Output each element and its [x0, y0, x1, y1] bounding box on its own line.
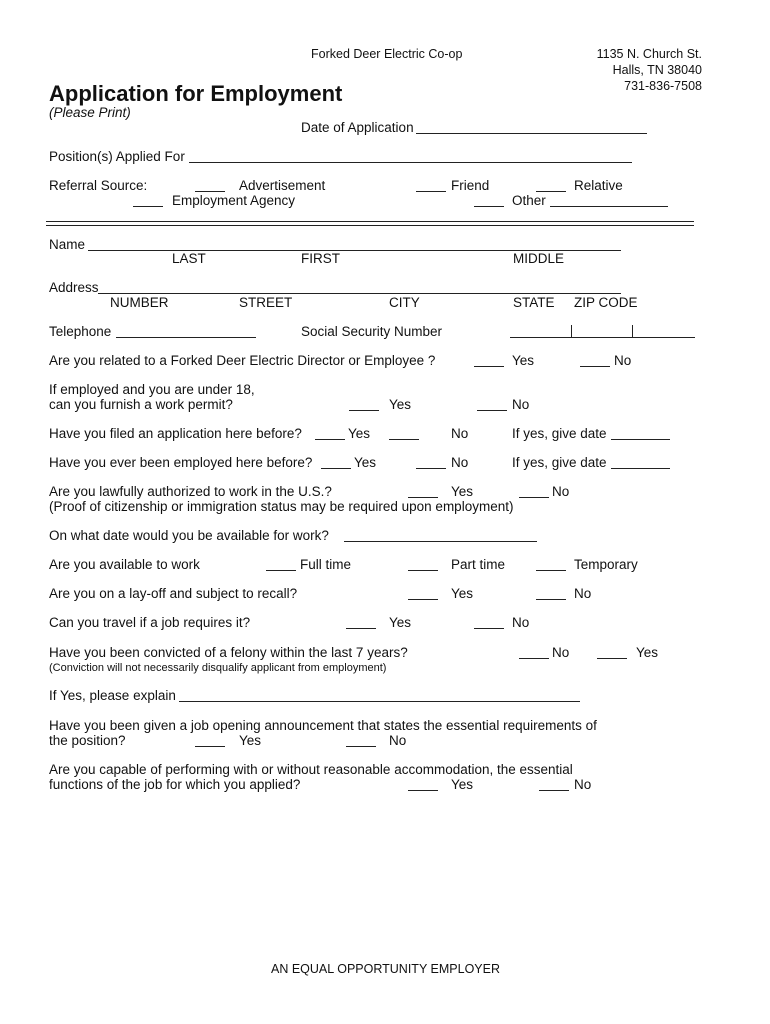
explain-label: If Yes, please explain [49, 688, 176, 703]
layoff-no-label: No [574, 586, 592, 601]
filed-no-blank[interactable] [389, 439, 419, 440]
agency-label: Employment Agency [172, 193, 296, 208]
felony-note: (Conviction will not necessarily disqualify applicant from employment) [49, 662, 387, 674]
ssn-separator-1 [571, 325, 572, 338]
name-label: Name [49, 237, 86, 252]
employed-no-label: No [451, 455, 469, 470]
telephone-label: Telephone [49, 324, 112, 339]
employed-yes-label: Yes [354, 455, 377, 470]
permit-yes-blank[interactable] [349, 410, 379, 411]
address-street-caption: STREET [239, 295, 293, 310]
travel-question: Can you travel if a job requires it? [49, 615, 251, 630]
ssn-field[interactable] [510, 337, 695, 338]
name-first-caption: FIRST [301, 251, 340, 266]
address-state-caption: STATE [513, 295, 555, 310]
referral-label: Referral Source: [49, 178, 148, 193]
capable-no-label: No [574, 777, 592, 792]
related-no-blank[interactable] [580, 366, 610, 367]
capable-yes-label: Yes [451, 777, 474, 792]
permit-no-blank[interactable] [477, 410, 507, 411]
address-label: Address [49, 280, 99, 295]
date-field[interactable] [416, 133, 647, 134]
employed-no-blank[interactable] [416, 468, 446, 469]
capable-no-blank[interactable] [539, 790, 569, 791]
position-field[interactable] [189, 162, 632, 163]
other-label: Other [512, 193, 546, 208]
felony-no-label: No [552, 645, 570, 660]
filed-date-field[interactable] [611, 439, 670, 440]
travel-yes-blank[interactable] [346, 628, 376, 629]
address-field[interactable] [98, 293, 621, 294]
announcement-question-line2: the position? [49, 733, 126, 748]
advertisement-blank[interactable] [195, 191, 225, 192]
related-yes-label: Yes [512, 353, 535, 368]
filed-yes-label: Yes [348, 426, 371, 441]
company-city: Halls, TN 38040 [612, 63, 702, 77]
under18-question-line2: can you furnish a work permit? [49, 397, 233, 412]
capable-question-line1: Are you capable of performing with or without reasonable accommodation, the essential [49, 762, 573, 777]
other-field[interactable] [550, 206, 668, 207]
divider-bottom [46, 225, 694, 226]
divider-top [46, 221, 694, 222]
permit-no-label: No [512, 397, 530, 412]
temporary-blank[interactable] [536, 570, 566, 571]
company-phone: 731-836-7508 [624, 79, 702, 93]
company-name: Forked Deer Electric Co-op [311, 47, 463, 61]
employed-yes-blank[interactable] [321, 468, 351, 469]
available-date-question: On what date would you be available for work? [49, 528, 329, 543]
agency-blank[interactable] [133, 206, 163, 207]
authorized-no-blank[interactable] [519, 497, 549, 498]
authorized-yes-label: Yes [451, 484, 474, 499]
layoff-no-blank[interactable] [536, 599, 566, 600]
felony-question: Have you been convicted of a felony within the last 7 years? [49, 645, 408, 660]
other-blank[interactable] [474, 206, 504, 207]
please-print-note: (Please Print) [49, 105, 131, 120]
related-no-label: No [614, 353, 632, 368]
layoff-yes-blank[interactable] [408, 599, 438, 600]
travel-no-label: No [512, 615, 530, 630]
relative-blank[interactable] [536, 191, 566, 192]
footer-eoe: AN EQUAL OPPORTUNITY EMPLOYER [271, 962, 500, 976]
employed-date-field[interactable] [611, 468, 670, 469]
announcement-no-blank[interactable] [346, 746, 376, 747]
permit-yes-label: Yes [389, 397, 412, 412]
announcement-yes-label: Yes [239, 733, 262, 748]
page-title: Application for Employment [49, 81, 343, 106]
address-number-caption: NUMBER [110, 295, 169, 310]
filed-yes-blank[interactable] [315, 439, 345, 440]
position-label: Position(s) Applied For [49, 149, 185, 164]
filed-date-label: If yes, give date [512, 426, 607, 441]
capable-yes-blank[interactable] [408, 790, 438, 791]
related-yes-blank[interactable] [474, 366, 504, 367]
name-middle-caption: MIDDLE [513, 251, 565, 266]
ssn-label: Social Security Number [301, 324, 443, 339]
temporary-label: Temporary [574, 557, 638, 572]
part-time-label: Part time [451, 557, 506, 572]
friend-label: Friend [451, 178, 490, 193]
layoff-question: Are you on a lay-off and subject to recall? [49, 586, 298, 601]
felony-yes-label: Yes [636, 645, 659, 660]
employed-before-question: Have you ever been employed here before? [49, 455, 313, 470]
authorized-yes-blank[interactable] [408, 497, 438, 498]
ssn-separator-2 [632, 325, 633, 338]
travel-no-blank[interactable] [474, 628, 504, 629]
advertisement-label: Advertisement [239, 178, 326, 193]
felony-yes-blank[interactable] [597, 658, 627, 659]
part-time-blank[interactable] [408, 570, 438, 571]
authorized-no-label: No [552, 484, 570, 499]
relative-label: Relative [574, 178, 623, 193]
under18-question-line1: If employed and you are under 18, [49, 382, 255, 397]
related-question: Are you related to a Forked Deer Electric Director or Employee ? [49, 353, 436, 368]
name-last-caption: LAST [172, 251, 206, 266]
full-time-label: Full time [300, 557, 352, 572]
address-zip-caption: ZIP CODE [574, 295, 638, 310]
felony-no-blank[interactable] [519, 658, 549, 659]
announcement-yes-blank[interactable] [195, 746, 225, 747]
friend-blank[interactable] [416, 191, 446, 192]
telephone-field[interactable] [116, 337, 256, 338]
availability-question: Are you available to work [49, 557, 200, 572]
address-city-caption: CITY [389, 295, 420, 310]
date-label: Date of Application [301, 120, 414, 135]
capable-question-line2: functions of the job for which you applied? [49, 777, 301, 792]
authorized-note: (Proof of citizenship or immigration status may be required upon employment) [49, 499, 514, 514]
announcement-no-label: No [389, 733, 407, 748]
layoff-yes-label: Yes [451, 586, 474, 601]
available-date-field[interactable] [344, 541, 537, 542]
full-time-blank[interactable] [266, 570, 296, 571]
filed-no-label: No [451, 426, 469, 441]
company-street: 1135 N. Church St. [596, 47, 702, 61]
travel-yes-label: Yes [389, 615, 412, 630]
explain-field[interactable] [179, 701, 580, 702]
authorized-question: Are you lawfully authorized to work in the U.S.? [49, 484, 332, 499]
filed-before-question: Have you filed an application here before? [49, 426, 302, 441]
employed-date-label: If yes, give date [512, 455, 607, 470]
announcement-question-line1: Have you been given a job opening announcement that states the essential requirements of [49, 718, 597, 733]
